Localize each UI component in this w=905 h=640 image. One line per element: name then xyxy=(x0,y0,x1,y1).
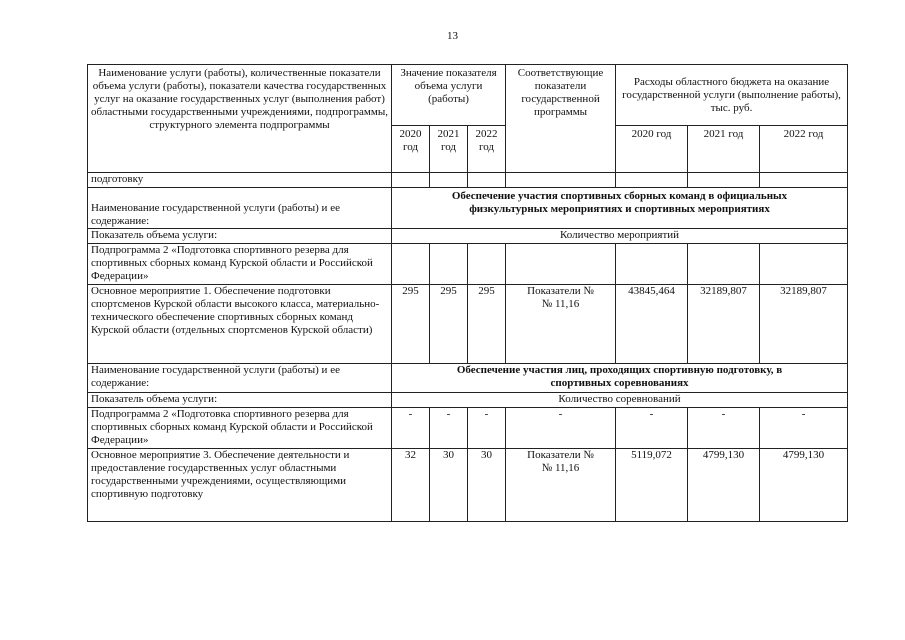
header-year-2020-value: 2020 год xyxy=(392,126,430,173)
table-row xyxy=(88,285,848,364)
row-name: подготовку xyxy=(88,173,392,188)
service-title: Обеспечение участия лиц, проходящих спортивную подготовку, в спортивных соревнованиях xyxy=(392,364,848,393)
row-name: Основное мероприятие 3. Обеспечение деятельности и предоставление государственных услуг областными государственными учреждениями, осуществляющими спортивную подготовку xyxy=(88,449,392,522)
table-row xyxy=(88,173,848,188)
table-row xyxy=(88,393,848,408)
header-year-2021-expense: 2021 год xyxy=(688,126,760,173)
header-name-col: Наименование услуги (работы), количественные показатели объема услуги (работы), показатели качества государственных услуг на оказание государственных услуг (выполнения работ) областными государственными учреждениями, подпрограммы, структурного элемента подпрограммы xyxy=(88,65,392,173)
header-year-2021-value: 2021 год xyxy=(430,126,468,173)
value-2020: 32 xyxy=(392,449,430,522)
table-row xyxy=(88,229,848,244)
budget-table xyxy=(87,64,848,522)
table-row xyxy=(88,188,848,229)
expense-2020: 5119,072 xyxy=(616,449,688,522)
table-row xyxy=(88,449,848,522)
value-2021: - xyxy=(430,408,468,449)
program-indicators: Показатели №№ 11,16 xyxy=(506,285,616,364)
service-title: Обеспечение участия спортивных сборных команд в официальных физкультурных мероприятиях и спортивных мероприятиях xyxy=(392,188,848,229)
value-2020: - xyxy=(392,408,430,449)
header-expense-col: Расходы областного бюджета на оказание государственной услуги (выполнение работы), тыс. руб. xyxy=(616,65,848,126)
indicator-value: Количество соревнований xyxy=(392,393,848,408)
expense-2020: - xyxy=(616,408,688,449)
value-2022: 295 xyxy=(468,285,506,364)
value-2021: 30 xyxy=(430,449,468,522)
header-year-2022-expense: 2022 год xyxy=(760,126,848,173)
indicator-value: Количество мероприятий xyxy=(392,229,848,244)
header-row-top xyxy=(88,65,848,126)
table-row xyxy=(88,244,848,285)
row-name: Наименование государственной услуги (работы) и ее содержание: xyxy=(88,188,392,229)
header-year-2022-value: 2022 год xyxy=(468,126,506,173)
row-name: Подпрограмма 2 «Подготовка спортивного резерва для спортивных сборных команд Курской области и Российской Федерации» xyxy=(88,244,392,285)
expense-2020: 43845,464 xyxy=(616,285,688,364)
header-value-col: Значение показателя объема услуги (работы) xyxy=(392,65,506,126)
value-2021: 295 xyxy=(430,285,468,364)
expense-2021: - xyxy=(688,408,760,449)
program-indicators: Показатели №№ 11,16 xyxy=(506,449,616,522)
expense-2022: - xyxy=(760,408,848,449)
expense-2022: 32189,807 xyxy=(760,285,848,364)
row-name: Подпрограмма 2 «Подготовка спортивного резерва для спортивных сборных команд Курской области и Российской Федерации» xyxy=(88,408,392,449)
expense-2021: 4799,130 xyxy=(688,449,760,522)
row-name: Показатель объема услуги: xyxy=(88,229,392,244)
expense-2021: 32189,807 xyxy=(688,285,760,364)
expense-2022: 4799,130 xyxy=(760,449,848,522)
row-name: Показатель объема услуги: xyxy=(88,393,392,408)
value-2022: - xyxy=(468,408,506,449)
header-year-2020-expense: 2020 год xyxy=(616,126,688,173)
header-program-col: Соответствующие показатели государственной программы xyxy=(506,65,616,173)
value-2020: 295 xyxy=(392,285,430,364)
row-name: Основное мероприятие 1. Обеспечение подготовки спортсменов Курской области высокого класса, материально-технического обеспечение спортивных сборных команд Курской области (отдельных спортсменов Курской области) xyxy=(88,285,392,364)
program-indicators: - xyxy=(506,408,616,449)
page-number: 13 xyxy=(447,30,458,42)
row-name: Наименование государственной услуги (работы) и ее содержание: xyxy=(88,364,392,393)
table-row xyxy=(88,408,848,449)
value-2022: 30 xyxy=(468,449,506,522)
table-row xyxy=(88,364,848,393)
